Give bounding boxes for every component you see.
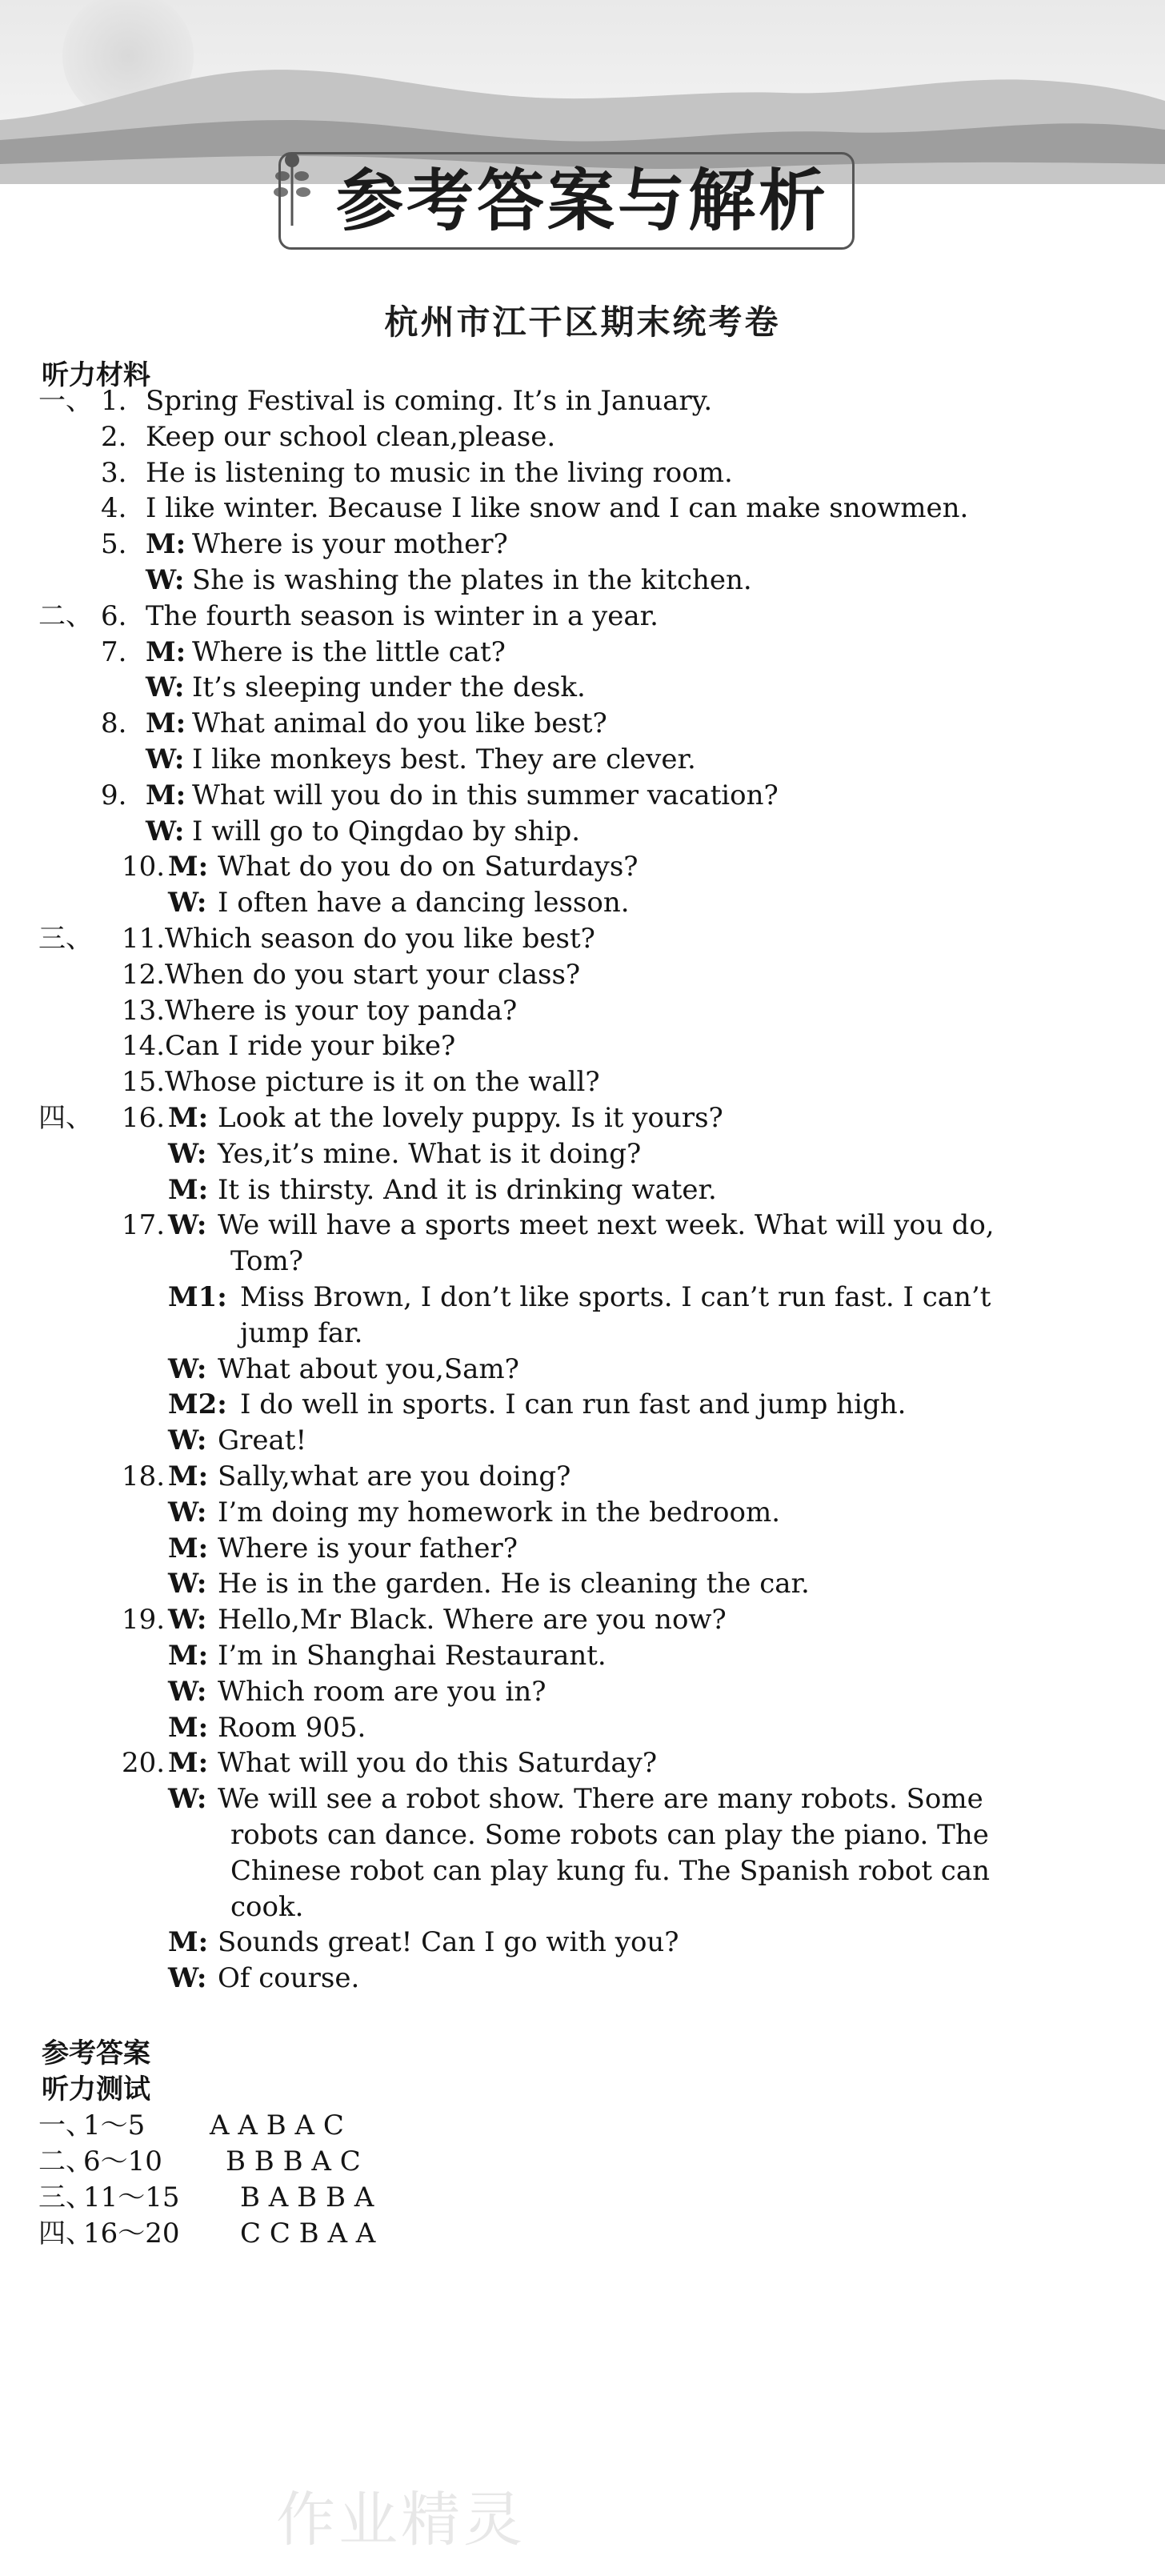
script-line: [0, 1565, 1165, 1602]
script-text: Great!: [218, 1424, 307, 1457]
script-text: I will go to Qingdao by ship.: [192, 815, 581, 847]
script-line: [0, 669, 1165, 706]
item-number: 5.: [101, 528, 127, 561]
script-text: Which season do you like best?: [165, 923, 595, 955]
script-line: [0, 1243, 1165, 1280]
speaker-label: W:: [168, 1675, 207, 1708]
script-text: Room 905.: [218, 1711, 366, 1744]
script-line: [0, 1817, 1165, 1853]
item-number: 16.: [122, 1102, 166, 1134]
script-line: [0, 1064, 1165, 1100]
script-text: He is listening to music in the living room.: [146, 456, 733, 489]
item-number: 4.: [101, 492, 127, 525]
script-line: [0, 455, 1165, 491]
answer-row: [0, 2179, 1165, 2216]
script-text: Where is the little cat?: [192, 635, 506, 668]
script-text: Where is your mother?: [192, 528, 508, 561]
section-number: 二、: [38, 599, 93, 632]
speaker-label: W:: [168, 1424, 207, 1457]
script-text: Yes,it’s mine. What is it doing?: [218, 1137, 642, 1170]
script-line: [0, 562, 1165, 599]
answer-section: 四、: [38, 2217, 93, 2249]
script-text: Which room are you in?: [218, 1675, 546, 1708]
script-line: [0, 1172, 1165, 1208]
script-text: Hello,Mr Black. Where are you now?: [218, 1604, 727, 1637]
script-line: [0, 705, 1165, 742]
script-line: [0, 884, 1165, 921]
script-text: He is in the garden. He is cleaning the car.: [218, 1568, 810, 1600]
script-text: Sally,what are you doing?: [218, 1460, 571, 1492]
answer-row: [0, 2215, 1165, 2252]
script-line: [0, 419, 1165, 455]
script-text: Keep our school clean,please.: [146, 420, 556, 453]
script-line: [0, 1781, 1165, 1817]
speaker-label: M:: [168, 1747, 209, 1780]
answers-heading: 参考答案: [42, 2037, 150, 2069]
speaker-label: W:: [168, 1137, 207, 1170]
speaker-label: M:: [168, 1460, 209, 1492]
speaker-label: M:: [168, 1532, 209, 1564]
section-number: 四、: [38, 1102, 93, 1134]
script-text: Whose picture is it on the wall?: [165, 1066, 600, 1099]
item-number: 18.: [122, 1460, 166, 1492]
answer-range: 6～10: [83, 2145, 162, 2177]
speaker-label: M:: [146, 779, 186, 811]
item-number: 13.: [122, 994, 166, 1027]
script-text: It’s sleeping under the desk.: [192, 671, 586, 704]
script-line: [0, 634, 1165, 671]
exam-subtitle: 杭州市江干区期末统考卷: [384, 302, 781, 342]
script-text: I often have a dancing lesson.: [218, 887, 630, 919]
speaker-label: M:: [146, 707, 186, 740]
speaker-label: M:: [168, 1173, 209, 1206]
script-line: [0, 1100, 1165, 1136]
item-number: 9.: [101, 779, 127, 811]
speaker-label: W:: [146, 815, 185, 847]
speaker-label: W:: [168, 1496, 207, 1528]
speaker-label: M:: [168, 1926, 209, 1959]
speaker-label: M1:: [168, 1281, 227, 1313]
speaker-label: W:: [168, 1783, 207, 1816]
answer-range: 1～5: [83, 2109, 146, 2141]
script-text: Sounds great! Can I go with you?: [218, 1926, 679, 1959]
script-text: It is thirsty. And it is drinking water.: [218, 1173, 717, 1206]
item-number: 3.: [101, 456, 127, 489]
item-number: 2.: [101, 420, 127, 453]
speaker-label: W:: [168, 887, 207, 919]
script-line: [0, 1601, 1165, 1638]
speaker-label: W:: [168, 1352, 207, 1385]
item-number: 12.: [122, 958, 166, 991]
script-text: The fourth season is winter in a year.: [146, 599, 659, 632]
script-line: [0, 1136, 1165, 1172]
answer-section: 三、: [38, 2181, 93, 2213]
speaker-label: M:: [146, 528, 186, 561]
script-text: I like monkeys best. They are clever.: [192, 743, 696, 775]
speaker-label: W:: [168, 1962, 207, 1995]
script-text: Miss Brown, I don’t like sports. I can’t run fast. I can’t: [240, 1281, 991, 1313]
watermark: 作业精灵: [276, 2486, 526, 2554]
answer-section: 二、: [38, 2145, 93, 2177]
script-line: [0, 741, 1165, 778]
speaker-label: M:: [168, 851, 209, 883]
script-text: Can I ride your bike?: [165, 1030, 456, 1063]
script-text: robots can dance. Some robots can play the piano. The: [230, 1819, 989, 1851]
speaker-label: M:: [168, 1640, 209, 1672]
script-text: We will see a robot show. There are many robots. Some: [218, 1783, 983, 1816]
script-line: [0, 1960, 1165, 1997]
script-text: What will you do this Saturday?: [218, 1747, 658, 1780]
item-number: 11.: [122, 923, 166, 955]
speaker-label: W:: [168, 1568, 207, 1600]
item-number: 20.: [122, 1747, 166, 1780]
script-text: She is washing the plates in the kitchen.: [192, 564, 752, 596]
section-number: 一、: [38, 385, 93, 417]
answer-letters: C C B A A: [240, 2217, 376, 2249]
answer-range: 11～15: [83, 2181, 180, 2213]
speaker-label: M2:: [168, 1388, 227, 1421]
script-line: [0, 1530, 1165, 1567]
script-text: What will you do in this summer vacation?: [192, 779, 779, 811]
script-line: [0, 1494, 1165, 1531]
script-line: [0, 383, 1165, 419]
answer-letters: B A B B A: [240, 2181, 374, 2213]
script-text: I’m in Shanghai Restaurant.: [218, 1640, 607, 1672]
answer-letters: B B B A C: [226, 2145, 361, 2177]
script-line: [0, 490, 1165, 527]
script-line: [0, 1924, 1165, 1961]
answer-row: [0, 2107, 1165, 2144]
script-line: [0, 992, 1165, 1029]
script-line: [0, 1458, 1165, 1495]
script-line: [0, 813, 1165, 850]
script-line: [0, 1351, 1165, 1388]
script-text: I’m doing my homework in the bedroom.: [218, 1496, 781, 1528]
answer-section: 一、: [38, 2109, 93, 2141]
script-text: Spring Festival is coming. It’s in January.: [146, 385, 713, 417]
speaker-label: W:: [168, 1209, 207, 1242]
script-line: [0, 1745, 1165, 1781]
speaker-label: M:: [168, 1102, 209, 1134]
speaker-label: M:: [168, 1711, 209, 1744]
script-line: [0, 1386, 1165, 1423]
item-number: 17.: [122, 1209, 166, 1242]
speaker-label: W:: [146, 671, 185, 704]
item-number: 8.: [101, 707, 127, 740]
script-line: [0, 1889, 1165, 1925]
listening-heading: 听力材料: [42, 359, 150, 391]
script-line: [0, 777, 1165, 814]
script-text: What animal do you like best?: [192, 707, 607, 740]
script-text: Look at the lovely puppy. Is it yours?: [218, 1102, 723, 1134]
script-line: [0, 526, 1165, 563]
script-text: What do you do on Saturdays?: [218, 851, 639, 883]
script-line: [0, 1207, 1165, 1244]
item-number: 6.: [101, 599, 127, 632]
script-line: [0, 1673, 1165, 1710]
script-line: [0, 920, 1165, 957]
item-number: 15.: [122, 1066, 166, 1099]
script-text: I like winter. Because I like snow and I can make snowmen.: [146, 492, 969, 525]
page-title: 参考答案与解析: [336, 162, 830, 240]
script-line: [0, 1853, 1165, 1889]
script-text: Where is your father?: [218, 1532, 518, 1564]
script-line: [0, 1637, 1165, 1674]
script-text: Where is your toy panda?: [165, 994, 518, 1027]
script-line: [0, 598, 1165, 635]
script-text: Chinese robot can play kung fu. The Spanish robot can: [230, 1854, 991, 1887]
script-text: Of course.: [218, 1962, 360, 1995]
item-number: 7.: [101, 635, 127, 668]
speaker-label: M:: [146, 635, 186, 668]
speaker-label: W:: [168, 1604, 207, 1637]
script-text: We will have a sports meet next week. What will you do,: [218, 1209, 995, 1242]
script-line: [0, 956, 1165, 993]
speaker-label: W:: [146, 564, 185, 596]
item-number: 19.: [122, 1604, 166, 1637]
answer-letters: A A B A C: [210, 2109, 344, 2141]
item-number: 14.: [122, 1030, 166, 1063]
script-text: jump far.: [240, 1316, 363, 1349]
script-text: When do you start your class?: [165, 958, 581, 991]
script-line: [0, 848, 1165, 885]
script-text: I do well in sports. I can run fast and jump high.: [240, 1388, 907, 1421]
answer-row: [0, 2143, 1165, 2180]
answer-range: 16～20: [83, 2217, 180, 2249]
answers-subheading: 听力测试: [42, 2073, 150, 2105]
script-text: Tom?: [230, 1245, 303, 1278]
item-number: 10.: [122, 851, 166, 883]
section-number: 三、: [38, 923, 93, 955]
script-text: cook.: [230, 1890, 304, 1923]
item-number: 1.: [101, 385, 127, 417]
script-line: [0, 1315, 1165, 1352]
script-line: [0, 1422, 1165, 1459]
speaker-label: W:: [146, 743, 185, 775]
script-text: What about you,Sam?: [218, 1352, 519, 1385]
script-line: [0, 1028, 1165, 1064]
script-line: [0, 1709, 1165, 1746]
script-line: [0, 1279, 1165, 1316]
